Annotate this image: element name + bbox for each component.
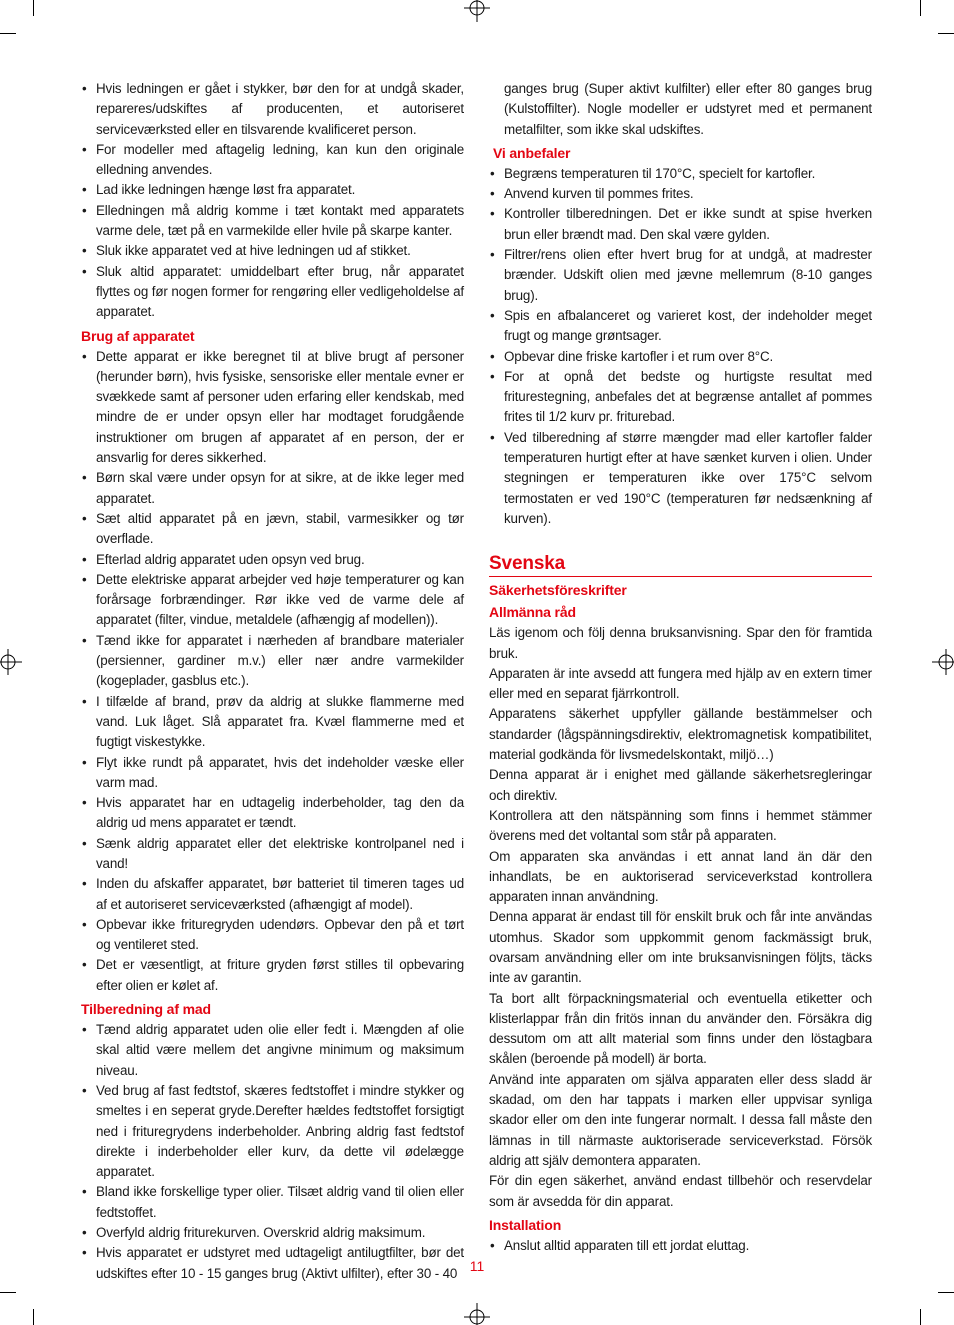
list-item: • Hvis ledningen er gået i stykker, bør den for at undgå skader, repareres/udskiftes af producenten, et autoriseret serviceværksted eller en tilsvarende kvalificeret person. bbox=[81, 79, 464, 140]
paragraph: Använd inte apparaten om själva apparaten eller dess sladd är skadad, om den har tappats i marken eller uppvisar synliga skador eller om den inte fungerar normalt. I dessa fall måste den lämnas in till närmaste auktoriserade serviceverkstad. Försök aldrig att själv demontera apparaten. bbox=[489, 1071, 872, 1168]
list-item: • Bland ikke forskellige typer olier. Tilsæt aldrig vand til olien eller fedtstoffet. bbox=[81, 1182, 464, 1223]
list-item: • Opbevar dine friske kartofler i et rum over 8°C. bbox=[489, 347, 872, 367]
paragraph: Apparatens säkerhet uppfyller gällande bestämmelser och standarder (lågspänningsdirektiv, elektromagnetisk kompatibilitet, material godkända för livsmedelskontakt, miljö…) bbox=[489, 706, 872, 763]
list-item: • Flyt ikke rundt på apparatet, hvis det indeholder væske eller varm mad. bbox=[81, 753, 464, 794]
list-item: • Kontroller tilberedningen. Det er ikke sundt at spise hverken brun eller brændt mad. Den skal være gylden. bbox=[489, 204, 872, 245]
list-item: • Efterlad aldrig apparatet uden opsyn ved brug. bbox=[81, 550, 464, 570]
installation-list bbox=[489, 1236, 872, 1256]
language-title: Svenska bbox=[489, 553, 872, 577]
list-item: • Anslut alltid apparaten till ett jordat eluttag. bbox=[489, 1236, 872, 1256]
paragraph: Om apparaten ska användas i ett annat land än där den inhandlats, be en auktoriserad serviceverkstad kontrollera apparaten innan användning. bbox=[489, 848, 872, 905]
paragraph: Denna apparat är endast till för enskilt bruk och får inte användas utomhus. Skador som uppkommit genom fackmässigt bruk, ovarsam användning eller om inte bruksanvisningen följts, täcks inte av garantin. bbox=[489, 909, 872, 986]
list-item: • Sluk altid apparatet: umiddelbart efter brug, når apparatet flyttes og før nogen former for rengøring eller vedligeholdelse af apparatet. bbox=[81, 262, 464, 323]
list-item: • Anvend kurven til pommes frites. bbox=[489, 184, 872, 204]
list-item: • Lad ikke ledningen hænge løst fra apparatet. bbox=[81, 180, 464, 200]
list-item: • Sæt altid apparatet på en jævn, stabil, varmesikker og tør overflade. bbox=[81, 509, 464, 550]
use-list bbox=[81, 347, 464, 997]
list-item: • Opbevar ikke frituregryden udendørs. Opbevar den på et tørt og ventileret sted. bbox=[81, 915, 464, 956]
list-item: • For modeller med aftagelig ledning, kan kun den originale elledning anvendes. bbox=[81, 140, 464, 181]
list-item: • Begræns temperaturen til 170°C, specielt for kartofler. bbox=[489, 164, 872, 184]
list-item: • Dette elektriske apparat arbejder ved høje temperaturer og kan forårsage forbrændinger. Rør ikke ved de varme dele af apparatet (filter, vindue, metaldele (afhængig af modellen)). bbox=[81, 570, 464, 631]
paragraph: Ta bort allt förpackningsmaterial och eventuella etiketter och klisterlappar från din fritös innan du använder den. Försäkra dig dessutom om att allt material som finns under den löstagbara skålen (beroende på modell) är borta. bbox=[489, 990, 872, 1067]
paragraph: Denna apparat är i enighet med gällande säkerhetsregleringar och direktiv. bbox=[489, 767, 872, 803]
list-item: • Ved tilberedning af større mængder mad eller kartofler falder temperaturen hurtigt efter at have sænket kurven i olien. Under stegningen er temperaturen ikke over 175°C selvom termostaten er ved 190°C (temperaturen før nedsænkning af kurven). bbox=[489, 428, 872, 529]
registration-mark-top bbox=[464, 0, 490, 22]
cord-safety-list bbox=[81, 79, 464, 323]
registration-mark-left bbox=[0, 649, 22, 675]
section-heading-recommend: Vi anbefaler bbox=[493, 144, 571, 161]
left-column bbox=[81, 79, 464, 1284]
list-item: • Det er væsentligt, at friture gryden først stilles til opbevaring efter olien er kølet af. bbox=[81, 955, 464, 996]
list-item: • Ved brug af fast fedtstof, skæres fedtstoffet i mindre stykker og smeltes i en seperat gryde.Derefter hældes fedtstoffet forsigtigt ned i frituregrydens inderbeholder. Anbring aldrig fast fedtstof direkte i inderbeholder eller kurv, da dette vil ødelægge apparatet. bbox=[81, 1081, 464, 1182]
list-item: • Overfyld aldrig friturekurven. Overskrid aldrig maksimum. bbox=[81, 1223, 464, 1243]
list-item: • Tænd ikke for apparatet i nærheden af brandbare materialer (persienner, gardiner m.v.) eller nær andre varmekilder (kogeplader, gasblus etc.). bbox=[81, 631, 464, 692]
list-item: • Hvis apparatet er udstyret med udtageligt antilugtfilter, bør det udskiftes efter 10 - 15 ganges brug (Aktivt ulfilter), efter 30 - 40 bbox=[81, 1243, 464, 1284]
section-heading-safety: Säkerhetsföreskrifter bbox=[489, 582, 627, 599]
section-heading-general: Allmänna råd bbox=[489, 604, 576, 621]
list-item: • I tilfælde af brand, prøv da aldrig at slukke flammerne med vand. Luk låget. Slå apparatet fra. Kvæl flammerne med et fugtigt viskestykke. bbox=[81, 692, 464, 753]
section-heading-installation: Installation bbox=[489, 1216, 562, 1233]
paragraph: För din egen säkerhet, använd endast tillbehör och reservdelar som är avsedda för din apparat. bbox=[489, 1173, 872, 1209]
section-heading-use: Brug af apparatet bbox=[81, 327, 195, 344]
general-advice bbox=[489, 623, 872, 1212]
list-item: • Sænk aldrig apparatet eller det elektriske kontrolpanel ned i vand! bbox=[81, 834, 464, 875]
list-item: • Børn skal være under opsyn for at sikre, at de ikke leger med apparatet. bbox=[81, 468, 464, 509]
list-item: • Filtrer/rens olien efter hvert brug for at undgå, at madrester brænder. Udskift olien med jævne mellemrum (8-10 ganges brug). bbox=[489, 245, 872, 306]
continued-text: ganges brug (Super aktivt kulfilter) eller efter 80 ganges brug (Kulstoffilter). Nogle modeller er udstyret med et permanent metalfilter, som ikke skal udskiftes. bbox=[504, 81, 872, 137]
registration-mark-right bbox=[932, 649, 954, 675]
page-number: 11 bbox=[469, 1258, 485, 1274]
list-item: • Tænd aldrig apparatet uden olie eller fedt i. Mængden af olie skal altid være mellem det angivne minimum og maksimum niveau. bbox=[81, 1020, 464, 1081]
list-item: • Dette apparat er ikke beregnet til at blive brugt af personer (herunder børn), hvis fysiske, sensoriske eller mentale evner er svækkede samt af personer uden erfaring eller kendskab, med mindre de er under opsyn eller har modtaget forudgående instruktioner om brugen af apparatet af en person, der er ansvarlig for deres sikkerhed. bbox=[81, 347, 464, 469]
recommend-list bbox=[489, 164, 872, 529]
list-item: • Elledningen må aldrig komme i tæt kontakt med apparatets varme dele, tæt på en varmekilde eller hvile på skarpe kanter. bbox=[81, 201, 464, 242]
registration-mark-bottom bbox=[464, 1303, 490, 1325]
section-heading-food-prep: Tilberedning af mad bbox=[81, 1001, 211, 1018]
list-item: • Inden du afskaffer apparatet, bør batteriet til timeren tages ud af et autoriseret serviceværksted (afhængigt af model). bbox=[81, 874, 464, 915]
paragraph: Apparaten är inte avsedd att fungera med hjälp av en extern timer eller med en separat fjärrkontroll. bbox=[489, 665, 872, 702]
paragraph: Kontrollera att den nätspänning som finns i hemmet stämmer överens med det voltantal som står på apparaten. bbox=[489, 807, 872, 844]
paragraph: Läs igenom och följ denna bruksanvisning. Spar den för framtida bruk. bbox=[489, 625, 872, 661]
list-item: • Hvis apparatet har en udtagelig inderbeholder, tag den da aldrig ud mens apparatet er tændt. bbox=[81, 793, 464, 834]
list-item: • Sluk ikke apparatet ved at hive ledningen ud af stikket. bbox=[81, 241, 464, 261]
food-prep-list bbox=[81, 1020, 464, 1284]
right-column bbox=[489, 79, 872, 1256]
list-item: • Spis en afbalanceret og varieret kost, der indeholder meget frugt og mange grøntsager. bbox=[489, 306, 872, 347]
list-item: • For at opnå det bedste og hurtigste resultat med friturestegning, anbefales det at begrænse antallet af pommes frites til 1/2 kurv pr. friturebad. bbox=[489, 367, 872, 428]
